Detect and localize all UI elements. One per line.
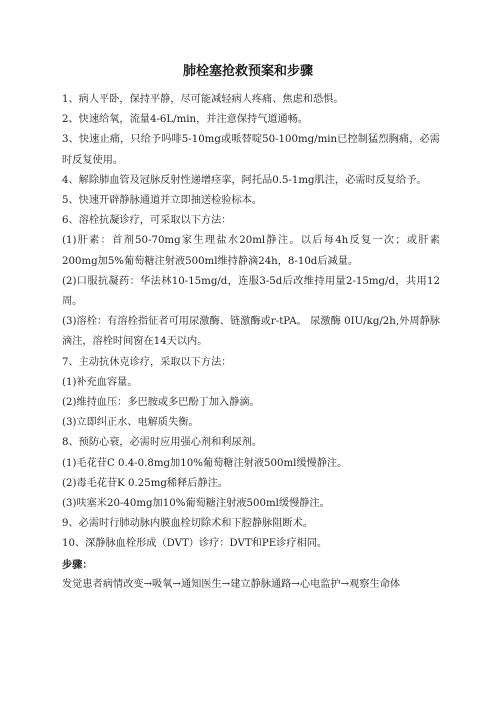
paragraph-6-1: (1)肝素：首剂50-70mg家生理盐水20ml静注。以后每4h反复一次；或肝素200mg加5%葡萄糖注射液500ml维持静滴24h，8-10d后减量。 — [62, 235, 440, 267]
paragraph-8-3: (3)呋塞米20-40mg加10%葡萄糖注射液500ml缓慢静注。 — [62, 498, 330, 510]
paragraph-6: 6、溶栓抗凝诊疗，可采取以下方法： — [62, 215, 232, 227]
paragraph-1: 1、病人平卧，保持平静，尽可能减轻病人疼痛、焦虑和恐惧。 — [62, 94, 344, 105]
paragraph-6-3: (3)溶栓：有溶栓指征者可用尿激酶、链激酶或r-tPA。 尿激酶 0IU/kg/2h,外周静脉滴注，溶栓时间窗在14天以内。 — [62, 316, 440, 348]
paragraph-3: 3、快速止痛，只给予吗啡5-10mg或哌替啶50-100mg/min已控制猛烈胸痛，必需时反复使用。 — [62, 134, 440, 166]
paragraph-8: 8、预防心衰，必需时应用强心剂和利尿剂。 — [62, 437, 263, 449]
paragraph-2: 2、快速给氧，流量4-6L/min，并注意保持气道通畅。 — [62, 114, 309, 126]
page-title: 肺栓塞抢救预案和步骤 — [182, 64, 313, 79]
paragraph-10: 10、深静脉血栓形成（DVT）诊疗：DVT和PE诊疗相同。 — [62, 538, 328, 550]
paragraph-6-2: (2)口服抗凝药：华法林10-15mg/d，连服3-5d后改维持用量2-15mg/d，共用12周。 — [62, 275, 440, 308]
document-body — [62, 90, 440, 595]
paragraph-4: 4、解除肺血管及冠脉反射性递增痉挛，阿托品0.5-1mg肌注，必需时反复给予。 — [62, 174, 427, 186]
paragraph-9: 9、必需时行肺动脉内膜血栓切除术和下腔静脉阻断术。 — [62, 518, 313, 530]
steps-heading: 步骤： — [62, 558, 93, 571]
paragraph-7-2: (2)维持血压：多巴胺或多巴酚丁加入静滴。 — [62, 397, 260, 409]
paragraph-5: 5、快速开辟静脉通道并立即抽送检验标本。 — [62, 195, 263, 207]
paragraph-7: 7、主动抗休克诊疗，采取以下方法： — [62, 356, 232, 368]
paragraph-8-2: (2)毒毛花苷K 0.25mg稀释后静注。 — [62, 477, 229, 489]
paragraph-7-3: (3)立即纠正水、电解质失衡。 — [62, 417, 199, 429]
paragraph-7-1: (1)补充血容量。 — [62, 376, 138, 388]
steps-text: 发觉患者病情改变→吸氧→通知医生→建立静脉通路→心电监护→观察生命体 — [62, 578, 401, 590]
paragraph-8-1: (1)毛花苷C 0.4-0.8mg加10%葡萄糖注射液500ml缓慢静注。 — [62, 457, 348, 469]
